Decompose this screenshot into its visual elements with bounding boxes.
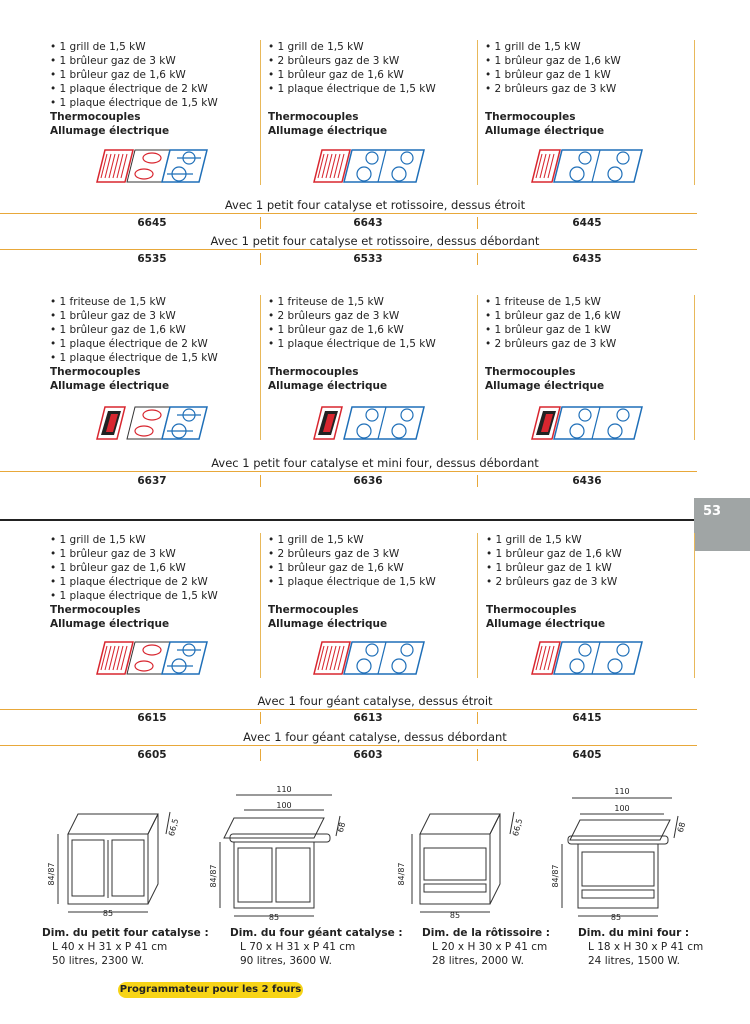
width-label: 85 (610, 913, 622, 922)
hob-fryer-gas4-icon (530, 405, 645, 441)
column-divider (694, 533, 695, 678)
code-divider (477, 749, 478, 761)
feature-bold: Allumage électrique (50, 380, 170, 392)
product-code: 6445 (572, 217, 602, 229)
feature-item: • 1 brûleur gaz de 1,6 kW (268, 562, 404, 574)
feature-item: • 1 grill de 1,5 kW (50, 534, 146, 546)
feature-item: • 2 brûleurs gaz de 3 kW (268, 548, 400, 560)
dimension-line: 90 litres, 3600 W. (240, 955, 332, 967)
dimension-note (230, 926, 403, 968)
feature-bold: Thermocouples (268, 604, 359, 616)
feature-bold: Thermocouples (485, 366, 576, 378)
feature-list (268, 295, 436, 393)
feature-item: • 2 brûleurs gaz de 3 kW (485, 83, 617, 95)
feature-item: • 1 brûleur gaz de 1,6 kW (485, 55, 621, 67)
dimension-line: 28 litres, 2000 W. (432, 955, 524, 967)
product-code: 6405 (572, 749, 602, 761)
product-code: 6615 (137, 712, 167, 724)
feature-bold: Thermocouples (268, 366, 359, 378)
hob-grill-gas-icon (312, 640, 427, 676)
dimension-title: Dim. du four géant catalyse : (230, 927, 403, 939)
hob-grill-gas4-icon (530, 640, 645, 676)
feature-item: • 1 brûleur gaz de 1,6 kW (486, 548, 622, 560)
divider-line (0, 471, 697, 472)
code-divider (477, 217, 478, 229)
feature-item: • 1 plaque électrique de 1,5 kW (50, 590, 218, 602)
feature-list (268, 40, 436, 138)
dimension-title: Dim. du petit four catalyse : (42, 927, 209, 939)
divider-line (0, 709, 697, 710)
depth-label: 68 (335, 821, 348, 834)
dimension-note (578, 926, 703, 968)
code-divider (260, 475, 261, 487)
feature-bold: Allumage électrique (486, 618, 606, 630)
product-code: 6613 (353, 712, 383, 724)
dimension-note (42, 926, 209, 968)
feature-list (50, 533, 218, 631)
dimension-note (422, 926, 550, 968)
dimension-line: L 18 x H 30 x P 41 cm (588, 941, 704, 953)
feature-list (485, 295, 621, 393)
feature-item: • 1 plaque électrique de 1,5 kW (50, 352, 218, 364)
feature-item: • 1 brûleur gaz de 1 kW (485, 69, 611, 81)
feature-item: • 1 plaque électrique de 2 kW (50, 576, 208, 588)
feature-item: • 1 friteuse de 1,5 kW (485, 296, 601, 308)
feature-item: • 1 grill de 1,5 kW (486, 534, 582, 546)
column-divider (260, 295, 261, 440)
feature-list (50, 295, 218, 393)
product-caption: Avec 1 petit four catalyse et rotissoire, dessus étroit (224, 198, 526, 212)
feature-item: • 1 brûleur gaz de 1,6 kW (268, 324, 404, 336)
petit-four-drawing (48, 808, 198, 920)
feature-bold: Thermocouples (50, 111, 141, 123)
divider-line (0, 213, 697, 214)
product-caption: Avec 1 four géant catalyse, dessus débordant (243, 730, 507, 744)
height-label: 84/87 (397, 862, 406, 886)
feature-item: • 1 grill de 1,5 kW (50, 41, 146, 53)
four-geant-drawing (204, 780, 354, 920)
feature-list (486, 533, 622, 631)
product-code: 6415 (572, 712, 602, 724)
feature-item: • 1 plaque électrique de 1,5 kW (268, 83, 436, 95)
product-caption: Avec 1 petit four catalyse et mini four, dessus débordant (211, 456, 539, 470)
feature-item: • 1 brûleur gaz de 1,6 kW (268, 69, 404, 81)
dimension-line: L 70 x H 31 x P 41 cm (240, 941, 356, 953)
feature-item: • 1 brûleur gaz de 1 kW (486, 562, 612, 574)
outer-width-label: 110 (614, 787, 630, 796)
width-label: 85 (449, 911, 461, 920)
product-code: 6645 (137, 217, 167, 229)
product-code: 6436 (572, 475, 602, 487)
code-divider (260, 712, 261, 724)
feature-list (50, 40, 218, 138)
feature-item: • 2 brûleurs gaz de 3 kW (485, 338, 617, 350)
feature-item: • 1 plaque électrique de 1,5 kW (268, 338, 436, 350)
column-divider (260, 40, 261, 185)
feature-bold: Thermocouples (485, 111, 576, 123)
outer-width-label: 110 (276, 785, 292, 794)
programmer-highlight: Programmateur pour les 2 fours (118, 982, 303, 998)
feature-item: • 1 brûleur gaz de 1,6 kW (50, 69, 186, 81)
hob-grill-electric-gas-icon (95, 640, 210, 676)
depth-label: 66,5 (510, 817, 525, 838)
divider-line (0, 745, 697, 746)
dimension-line: L 40 x H 31 x P 41 cm (52, 941, 168, 953)
product-code: 6603 (353, 749, 383, 761)
feature-item: • 1 brûleur gaz de 1,6 kW (485, 310, 621, 322)
inner-width-label: 100 (614, 804, 630, 813)
product-code: 6535 (137, 253, 167, 265)
code-divider (477, 712, 478, 724)
code-divider (260, 217, 261, 229)
dimension-line: L 20 x H 30 x P 41 cm (432, 941, 548, 953)
product-code: 6533 (353, 253, 383, 265)
feature-item: • 1 friteuse de 1,5 kW (268, 296, 384, 308)
feature-item: • 1 brûleur gaz de 3 kW (50, 310, 176, 322)
feature-list (485, 40, 621, 138)
feature-item: • 1 plaque électrique de 2 kW (50, 83, 208, 95)
feature-bold: Allumage électrique (268, 125, 388, 137)
feature-item: • 1 grill de 1,5 kW (268, 534, 364, 546)
inner-width-label: 100 (276, 801, 292, 810)
feature-item: • 1 plaque électrique de 1,5 kW (268, 576, 436, 588)
code-divider (477, 475, 478, 487)
dimension-title: Dim. du mini four : (578, 927, 690, 939)
product-caption: Avec 1 petit four catalyse et rotissoire, dessus débordant (210, 234, 540, 248)
column-divider (694, 295, 695, 440)
column-divider (694, 40, 695, 185)
code-divider (260, 749, 261, 761)
feature-item: • 1 grill de 1,5 kW (485, 41, 581, 53)
feature-bold: Allumage électrique (50, 618, 170, 630)
dimension-title: Dim. de la rôtissoire : (422, 927, 551, 939)
feature-bold: Allumage électrique (268, 618, 388, 630)
rotissoire-drawing (390, 808, 540, 923)
feature-item: • 2 brûleurs gaz de 3 kW (268, 55, 400, 67)
feature-item: • 1 brûleur gaz de 1,6 kW (50, 562, 186, 574)
feature-item: • 2 brûleurs gaz de 3 kW (486, 576, 618, 588)
column-divider (260, 533, 261, 678)
feature-item: • 1 grill de 1,5 kW (268, 41, 364, 53)
dimension-line: 24 litres, 1500 W. (588, 955, 680, 967)
column-divider (477, 533, 478, 678)
product-code: 6605 (137, 749, 167, 761)
code-divider (260, 253, 261, 265)
height-label: 84/87 (209, 864, 218, 888)
feature-item: • 1 plaque électrique de 2 kW (50, 338, 208, 350)
feature-bold: Thermocouples (268, 111, 359, 123)
product-code: 6637 (137, 475, 167, 487)
section-separator (0, 519, 694, 521)
feature-bold: Allumage électrique (268, 380, 388, 392)
page-number-tab: 53 (694, 498, 750, 551)
product-caption: Avec 1 four géant catalyse, dessus étroit (257, 694, 493, 708)
feature-item: • 1 friteuse de 1,5 kW (50, 296, 166, 308)
hob-fryer-electric-gas-icon (95, 405, 210, 441)
width-label: 85 (102, 909, 114, 918)
depth-label: 68 (675, 821, 688, 834)
hob-grill-gas4-icon (530, 148, 645, 184)
product-code: 6435 (572, 253, 602, 265)
feature-bold: Allumage électrique (485, 125, 605, 137)
feature-item: • 1 brûleur gaz de 3 kW (50, 548, 176, 560)
mini-four-drawing (548, 782, 698, 922)
column-divider (477, 295, 478, 440)
height-label: 84/87 (551, 864, 560, 888)
depth-label: 66,5 (166, 817, 181, 838)
hob-grill-gas-icon (312, 148, 427, 184)
feature-bold: Allumage électrique (485, 380, 605, 392)
divider-line (0, 249, 697, 250)
dimension-line: 50 litres, 2300 W. (52, 955, 144, 967)
hob-fryer-gas-icon (312, 405, 427, 441)
feature-list (268, 533, 436, 631)
height-label: 84/87 (47, 862, 56, 886)
feature-item: • 1 brûleur gaz de 3 kW (50, 55, 176, 67)
column-divider (477, 40, 478, 185)
width-label: 85 (268, 913, 280, 922)
product-code: 6636 (353, 475, 383, 487)
code-divider (477, 253, 478, 265)
feature-bold: Thermocouples (50, 604, 141, 616)
feature-bold: Allumage électrique (50, 125, 170, 137)
product-code: 6643 (353, 217, 383, 229)
feature-bold: Thermocouples (486, 604, 577, 616)
feature-item: • 1 brûleur gaz de 1,6 kW (50, 324, 186, 336)
feature-item: • 1 plaque électrique de 1,5 kW (50, 97, 218, 109)
feature-item: • 1 brûleur gaz de 1 kW (485, 324, 611, 336)
feature-bold: Thermocouples (50, 366, 141, 378)
feature-item: • 2 brûleurs gaz de 3 kW (268, 310, 400, 322)
hob-grill-electric-gas-icon (95, 148, 210, 184)
